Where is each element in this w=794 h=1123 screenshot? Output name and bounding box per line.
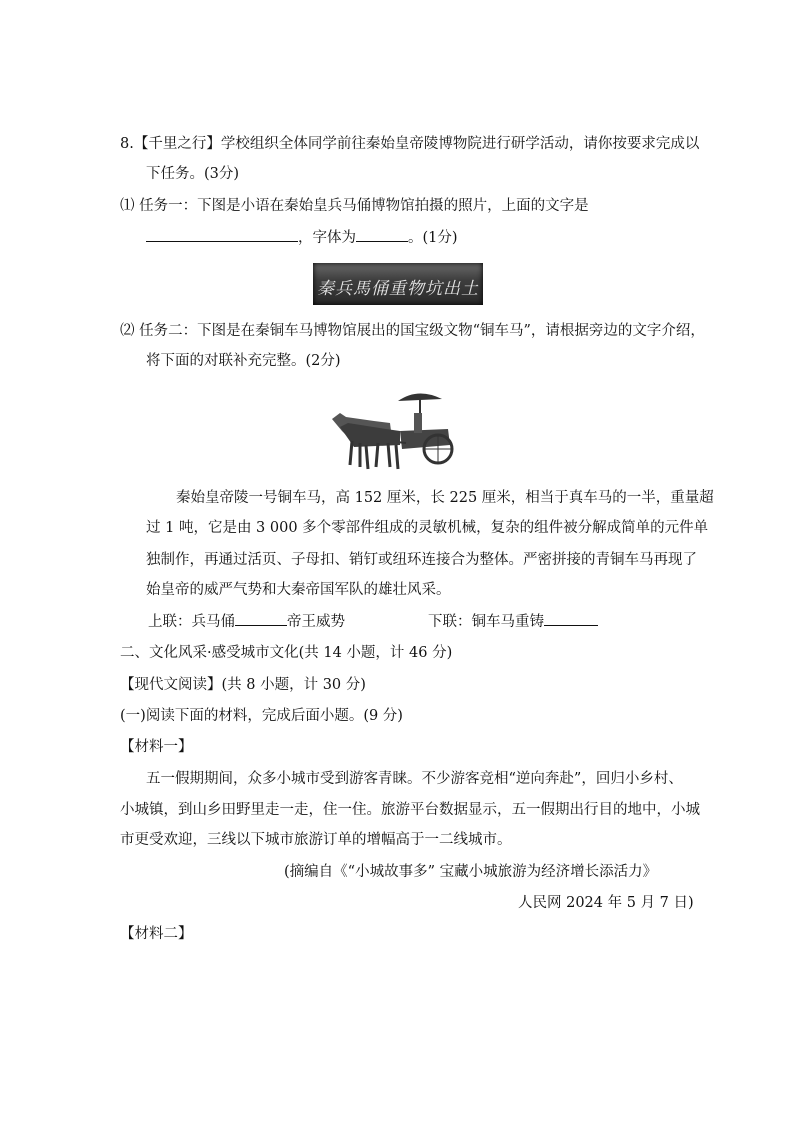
couplet-upper-suffix: 帝王威势: [287, 614, 345, 630]
passage-line2: 过 1 吨，它是由 3 000 多个零部件组成的灵敏机械，复杂的组件被分解成简单的元件单: [146, 520, 709, 536]
couplet-lower-blank[interactable]: [544, 611, 598, 626]
task2-line1: ⑵ 任务二：下图是在秦铜车马博物馆展出的国宝级文物“铜车马”，请根据旁边的文字介绍，: [120, 323, 705, 339]
passage-line4: 始皇帝的威严气势和大秦帝国军队的雄壮风采。: [146, 582, 451, 598]
task2-line2: 将下面的对联补充完整。(2分): [146, 353, 341, 369]
couplet-upper-prefix: 上联：兵马俑: [148, 614, 235, 630]
question-8-line1: 8.【千里之行】学校组织全体同学前往秦始皇帝陵博物院进行研学活动，请你按要求完成以: [120, 136, 700, 152]
material1-line2: 小城镇，到山乡田野里走一走，住一住。旅游平台数据显示，五一假期出行目的地中，小城: [120, 802, 700, 818]
couplet-lower-prefix: 下联：铜车马重铸: [428, 614, 544, 630]
couplet-upper: [148, 611, 345, 632]
material1-line1: 五一假期期间，众多小城市受到游客青睐。不少游客竞相“逆向奔赴”，回归小乡村、: [146, 771, 683, 787]
inscription-text: 秦兵馬俑重物坑出土: [317, 279, 479, 299]
question-8-line2: 下任务。(3分): [146, 166, 240, 182]
section2-heading: 二、文化风采·感受城市文化(共 14 小题，计 46 分): [120, 645, 453, 661]
material2-title: 【材料二】: [120, 926, 193, 942]
passage-line3: 独制作，再通过活页、子母扣、销钉或纽环连接合为整体。严密拼接的青铜车马再现了: [146, 552, 697, 568]
passage-line1: 秦始皇帝陵一号铜车马，高 152 厘米，长 225 厘米，相当于真车马的一半，重量超: [176, 490, 714, 506]
modern-reading-heading: 【现代文阅读】(共 8 小题，计 30 分): [120, 677, 366, 693]
answer-blank-text[interactable]: [146, 227, 298, 242]
task1-font-prompt: ，字体为: [298, 230, 356, 246]
task1-score: 。(1分): [408, 230, 458, 246]
material1-source-line2: 人民网 2024 年 5 月 7 日): [518, 895, 694, 911]
material1-title: 【材料一】: [120, 739, 193, 755]
couplet-upper-blank[interactable]: [235, 611, 287, 626]
answer-blank-font[interactable]: [356, 227, 408, 242]
part1-instruction: (一)阅读下面的材料，完成后面小题。(9 分): [120, 708, 403, 724]
bronze-chariot-photo: [330, 383, 456, 479]
task1-line1: ⑴ 任务一：下图是小语在秦始皇兵马俑博物馆拍摄的照片，上面的文字是: [120, 198, 589, 214]
material1-line3: 市更受欢迎，三线以下城市旅游订单的增幅高于一二线城市。: [120, 832, 512, 848]
task1-line2: [146, 227, 458, 248]
couplet-lower: [428, 611, 598, 632]
inscription-photo: [313, 263, 483, 305]
material1-source-line1: (摘编自《“小城故事多” 宝藏小城旅游为经济增长添活力》: [284, 864, 658, 880]
